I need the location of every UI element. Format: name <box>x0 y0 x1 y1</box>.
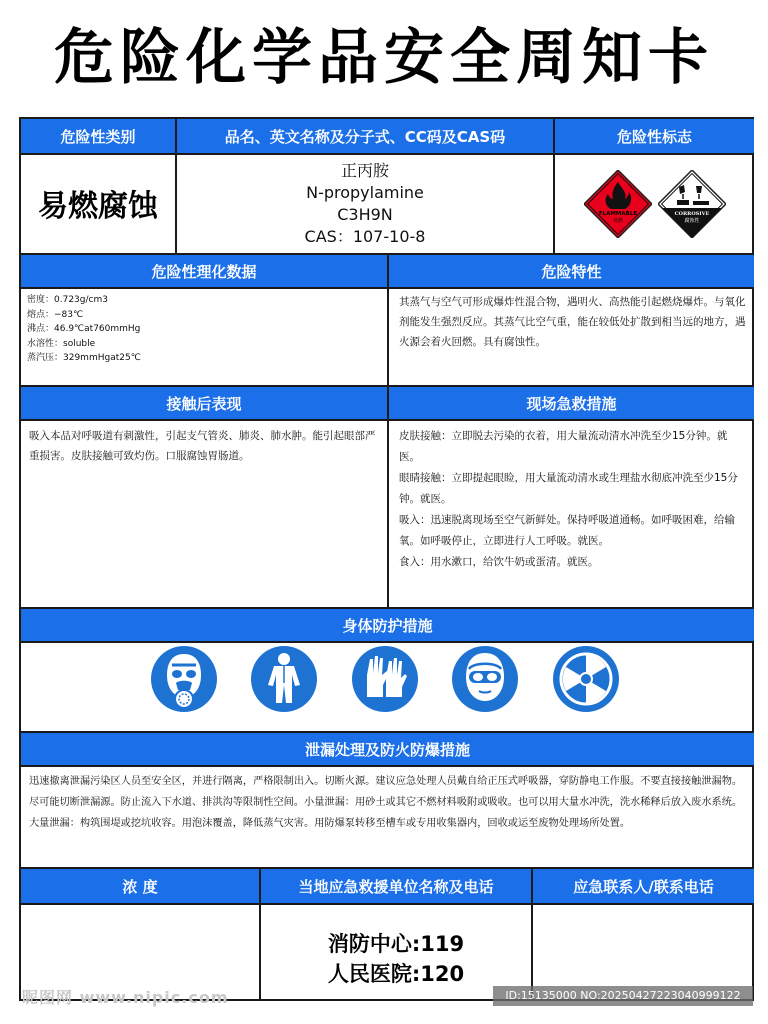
hazard-category-value: 易燃腐蚀 <box>38 189 158 224</box>
divider <box>21 607 754 609</box>
corrosive-cn-label: 腐蚀性 <box>683 218 700 224</box>
header-hazard-category: 危险性类别 <box>21 119 175 153</box>
corrosive-sign-icon <box>658 170 726 238</box>
first-aid-ingestion: 食入：用水漱口，给饮牛奶或蛋清。就医。 <box>399 556 599 568</box>
gas-mask-icon <box>150 645 218 713</box>
local-rescue-numbers <box>261 917 531 1001</box>
divider <box>21 153 754 155</box>
divider <box>21 385 754 387</box>
goggles-icon <box>451 645 519 713</box>
divider <box>387 255 389 607</box>
chemical-formula: C3H9N <box>337 205 393 224</box>
physchem-melting-point: 熔点：−83℃ <box>27 309 84 320</box>
header-protection: 身体防护措施 <box>21 609 754 641</box>
first-aid-skin: 皮肤接触：立即脱去污染的衣着，用大量流动清水冲洗至少15分钟。就医。 <box>399 430 728 463</box>
flammable-cn-label: 易燃 <box>612 218 623 224</box>
fire-center-number: 消防中心:119 <box>327 932 465 956</box>
header-first-aid: 现场急救措施 <box>389 387 754 419</box>
header-hazard-props: 危险特性 <box>389 255 754 287</box>
hazard-props-text: 其蒸气与空气可形成爆炸性混合物，遇明火、高热能引起燃烧爆炸。与氧化剂能发生强烈反应。其蒸气比空气重，能在较低处扩散到相当远的地方，遇火源会着火回燃。具有腐蚀性。 <box>399 296 746 348</box>
divider <box>531 869 533 1001</box>
divider <box>553 119 555 253</box>
chemical-en-name: N-propylamine <box>306 183 424 202</box>
contact-text: 吸入本品对呼吸道有刺激性，引起支气管炎、肺炎、肺水肿。能引起眼部严重损害。皮肤接触可致灼伤。口服腐蚀胃肠道。 <box>29 430 376 462</box>
chemical-cn-name: 正丙胺 <box>340 161 389 180</box>
physchem-vapor-pressure: 蒸汽压：329mmHgat25℃ <box>27 353 141 363</box>
header-contact: 接触后表现 <box>21 387 387 419</box>
divider <box>175 119 177 253</box>
divider <box>259 869 261 1001</box>
header-hazard-signs: 危险性标志 <box>555 119 754 153</box>
ventilation-icon <box>552 645 620 713</box>
safety-card <box>19 117 754 1001</box>
divider <box>21 419 754 421</box>
gloves-icon <box>351 645 419 713</box>
divider <box>21 765 754 767</box>
header-names-codes: 品名、英文名称及分子式、CC码及CAS码 <box>177 119 553 153</box>
hospital-number: 人民医院:120 <box>327 962 465 986</box>
physchem-list <box>27 293 387 366</box>
divider <box>21 903 754 905</box>
divider <box>21 867 754 869</box>
physchem-solubility: 水溶性：soluble <box>27 338 96 349</box>
protective-suit-icon <box>250 645 318 713</box>
header-emergency-contact: 应急联系人/联系电话 <box>533 869 754 903</box>
page-title: 危险化学品安全周知卡 <box>54 23 714 93</box>
header-leak: 泄漏处理及防火防爆措施 <box>21 733 754 765</box>
first-aid-inhalation: 吸入：迅速脱离现场至空气新鲜处。保持呼吸道通畅。如呼吸困难，给输氧。如呼吸停止，立即进行人工呼吸。就医。 <box>399 514 735 547</box>
first-aid-eye: 眼睛接触：立即提起眼睑，用大量流动清水或生理盐水彻底冲洗至少15分钟。就医。 <box>399 472 738 505</box>
chemical-cas: CAS：107-10-8 <box>304 227 426 246</box>
corrosive-label: CORROSIVE <box>674 211 709 217</box>
physchem-density: 密度：0.723g/cm3 <box>27 295 108 305</box>
chemical-names <box>177 155 553 253</box>
leak-text: 迅速撤离泄漏污染区人员至安全区，并进行隔离，严格限制出入。切断火源。建议应急处理人员戴自给正压式呼吸器，穿防静电工作服。不要直接接触泄漏物。尽可能切断泄漏源。防止流入下水道、排洪沟等限制性空间。小量泄漏：用砂土或其它不燃材料吸附或吸收。也可以用大量水冲洗，洗水稀释后放入废水系统。大量泄漏：构筑围堤或挖坑收容。用泡沫覆盖，降低蒸气灾害。用防爆泵转移至槽车或专用收集器内，回收或运至废物处理场所处置。 <box>29 776 743 829</box>
flammable-label: FLAMMABLE <box>598 211 637 217</box>
header-physchem: 危险性理化数据 <box>21 255 387 287</box>
divider <box>21 641 754 643</box>
watermark-right: ID:15135000 NO:20250427223040999122 <box>493 986 753 1006</box>
header-local-rescue: 当地应急救援单位名称及电话 <box>261 869 531 903</box>
watermark-left: 昵图网 www.nipic.com <box>22 988 229 1007</box>
first-aid-list <box>399 426 747 573</box>
divider <box>21 731 754 733</box>
hazard-signs <box>555 155 754 253</box>
header-concentration: 浓 度 <box>21 869 259 903</box>
flammable-sign-icon <box>584 170 652 238</box>
physchem-boiling-point: 沸点：46.9℃at760mmHg <box>27 324 141 334</box>
